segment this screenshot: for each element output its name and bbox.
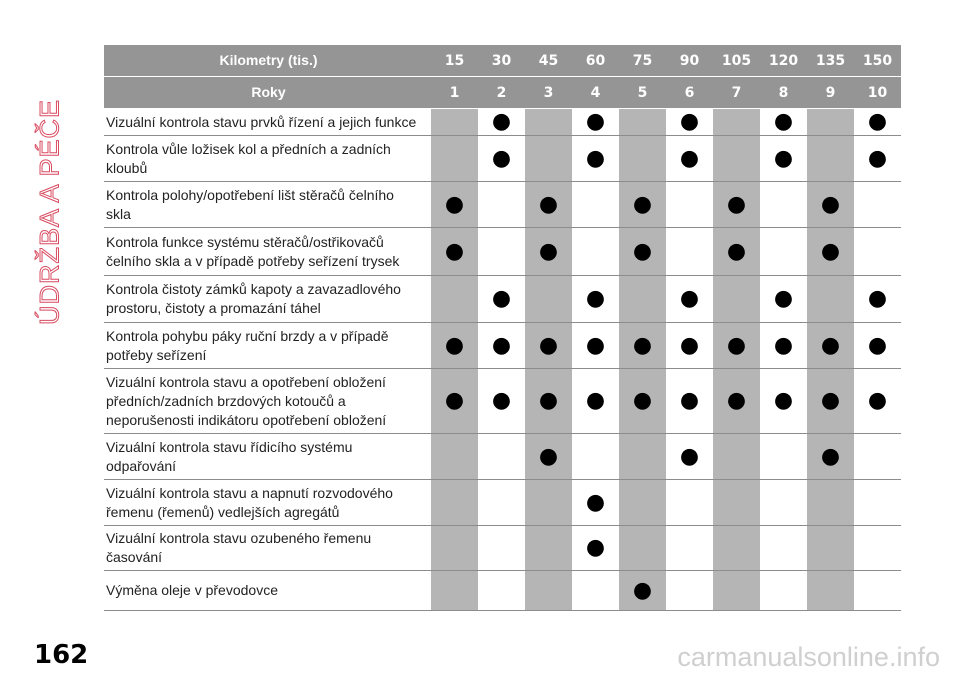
schedule-cell bbox=[525, 526, 572, 571]
task-label bbox=[104, 109, 431, 136]
year-header-cell: 7 bbox=[713, 77, 760, 109]
schedule-cell bbox=[619, 571, 666, 611]
schedule-cell bbox=[713, 434, 760, 480]
schedule-cell bbox=[478, 276, 525, 323]
service-dot-icon: ● bbox=[867, 109, 888, 134]
schedule-cell bbox=[525, 136, 572, 182]
service-dot-icon: ● bbox=[679, 332, 700, 358]
schedule-cell bbox=[713, 323, 760, 369]
service-dot-icon: ● bbox=[585, 535, 606, 560]
schedule-cell bbox=[807, 109, 854, 136]
schedule-cell bbox=[760, 228, 807, 276]
service-dot-icon: ● bbox=[820, 332, 841, 358]
schedule-cell bbox=[760, 369, 807, 434]
schedule-cell bbox=[760, 571, 807, 611]
schedule-cell bbox=[760, 276, 807, 323]
km-header-cell: 45 bbox=[525, 45, 572, 77]
table-row bbox=[104, 276, 901, 323]
service-dot-icon: ● bbox=[679, 286, 700, 311]
years-header-label: Roky bbox=[104, 77, 431, 109]
task-label-line: Vizuální kontrola stavu prvků řízení a jejich funkce bbox=[106, 113, 417, 130]
schedule-cell bbox=[807, 276, 854, 323]
service-dot-icon: ● bbox=[632, 332, 653, 358]
service-dot-icon: ● bbox=[538, 388, 559, 413]
km-header-cell: 90 bbox=[666, 45, 713, 77]
schedule-cell bbox=[619, 480, 666, 526]
schedule-cell bbox=[807, 323, 854, 369]
table-row bbox=[104, 228, 901, 276]
schedule-cell bbox=[572, 136, 619, 182]
task-label-line: Vizuální kontrola stavu a opotřebení obložení bbox=[106, 373, 386, 390]
service-dot-icon: ● bbox=[773, 145, 794, 171]
service-dot-icon: ● bbox=[867, 145, 888, 171]
service-dot-icon: ● bbox=[820, 191, 841, 217]
km-header-cell: 15 bbox=[431, 45, 478, 77]
section-title: ÚDRŽBA A PÉČE bbox=[34, 98, 65, 326]
service-dot-icon: ● bbox=[444, 332, 465, 358]
schedule-cell bbox=[431, 480, 478, 526]
schedule-cell bbox=[854, 136, 901, 182]
schedule-cell bbox=[807, 571, 854, 611]
page-number: 162 bbox=[34, 640, 89, 670]
schedule-cell bbox=[807, 434, 854, 480]
schedule-cell bbox=[807, 182, 854, 228]
service-dot-icon: ● bbox=[632, 191, 653, 217]
schedule-cell bbox=[619, 434, 666, 480]
service-dot-icon: ● bbox=[773, 286, 794, 311]
service-dot-icon: ● bbox=[679, 109, 700, 134]
schedule-cell bbox=[431, 571, 478, 611]
schedule-cell bbox=[854, 571, 901, 611]
schedule-cell bbox=[713, 480, 760, 526]
schedule-cell bbox=[619, 228, 666, 276]
service-dot-icon: ● bbox=[538, 191, 559, 217]
year-header-cell: 3 bbox=[525, 77, 572, 109]
schedule-cell bbox=[854, 276, 901, 323]
task-label-line: kloubů bbox=[106, 159, 148, 176]
schedule-cell bbox=[807, 136, 854, 182]
schedule-cell bbox=[760, 434, 807, 480]
task-label bbox=[104, 526, 431, 571]
task-label-line: Kontrola čistoty zámků kapoty a zavazadlového bbox=[106, 281, 401, 297]
service-dot-icon: ● bbox=[585, 286, 606, 311]
schedule-cell bbox=[525, 276, 572, 323]
schedule-cell bbox=[431, 182, 478, 228]
schedule-cell bbox=[478, 480, 525, 526]
schedule-cell bbox=[807, 228, 854, 276]
service-dot-icon: ● bbox=[585, 145, 606, 171]
schedule-cell bbox=[713, 526, 760, 571]
task-label bbox=[104, 276, 431, 323]
service-dot-icon: ● bbox=[679, 388, 700, 413]
task-label-line: Vizuální kontrola stavu a napnutí rozvodového bbox=[106, 484, 393, 501]
schedule-cell bbox=[854, 182, 901, 228]
service-dot-icon: ● bbox=[726, 332, 747, 358]
service-dot-icon: ● bbox=[491, 332, 512, 358]
km-header-cell: 30 bbox=[478, 45, 525, 77]
schedule-cell bbox=[854, 323, 901, 369]
km-header-cell: 135 bbox=[807, 45, 854, 77]
schedule-cell bbox=[760, 136, 807, 182]
schedule-cell bbox=[431, 434, 478, 480]
schedule-cell bbox=[572, 369, 619, 434]
schedule-cell bbox=[525, 571, 572, 611]
schedule-cell bbox=[525, 228, 572, 276]
service-dot-icon: ● bbox=[585, 388, 606, 413]
service-dot-icon: ● bbox=[679, 443, 700, 469]
schedule-cell bbox=[478, 526, 525, 571]
table-row bbox=[104, 182, 901, 228]
year-header-cell: 4 bbox=[572, 77, 619, 109]
service-dot-icon: ● bbox=[773, 109, 794, 134]
task-label-line: Vizuální kontrola stavu ozubeného řemenu bbox=[106, 530, 372, 546]
schedule-cell bbox=[666, 109, 713, 136]
schedule-cell bbox=[431, 323, 478, 369]
table-row bbox=[104, 136, 901, 182]
schedule-cell bbox=[525, 480, 572, 526]
task-label bbox=[104, 434, 431, 480]
service-dot-icon: ● bbox=[867, 332, 888, 358]
service-dot-icon: ● bbox=[820, 238, 841, 264]
task-label-line: odpařování bbox=[106, 457, 177, 474]
schedule-cell bbox=[760, 109, 807, 136]
schedule-cell bbox=[619, 276, 666, 323]
year-header-cell: 6 bbox=[666, 77, 713, 109]
service-dot-icon: ● bbox=[820, 388, 841, 413]
schedule-cell bbox=[807, 369, 854, 434]
schedule-cell bbox=[619, 182, 666, 228]
schedule-cell bbox=[760, 480, 807, 526]
schedule-cell bbox=[666, 276, 713, 323]
service-dot-icon: ● bbox=[632, 238, 653, 264]
service-dot-icon: ● bbox=[444, 191, 465, 217]
schedule-cell bbox=[713, 369, 760, 434]
table-row bbox=[104, 480, 901, 526]
schedule-cell bbox=[666, 480, 713, 526]
table-row bbox=[104, 434, 901, 480]
service-dot-icon: ● bbox=[632, 388, 653, 413]
table-row bbox=[104, 571, 901, 611]
task-label-line: Vizuální kontrola stavu řídicího systému bbox=[106, 438, 353, 455]
task-label-line: neporušenosti indikátoru opotřebení obložení bbox=[106, 411, 387, 428]
schedule-cell bbox=[572, 109, 619, 136]
year-header-cell: 1 bbox=[431, 77, 478, 109]
schedule-cell bbox=[572, 480, 619, 526]
schedule-cell bbox=[525, 109, 572, 136]
schedule-cell bbox=[807, 480, 854, 526]
service-dot-icon: ● bbox=[820, 443, 841, 469]
task-label bbox=[104, 480, 431, 526]
header-row-years bbox=[104, 77, 901, 109]
schedule-cell bbox=[713, 182, 760, 228]
schedule-cell bbox=[478, 434, 525, 480]
schedule-cell bbox=[525, 182, 572, 228]
table-row bbox=[104, 526, 901, 571]
schedule-cell bbox=[760, 526, 807, 571]
schedule-cell bbox=[431, 276, 478, 323]
task-label-line: potřeby seřízení bbox=[106, 346, 207, 363]
task-label-line: Kontrola funkce systému stěračů/ostřikovačů bbox=[106, 233, 384, 250]
task-label-line: Kontrola pohybu páky ruční brzdy a v případě bbox=[106, 327, 389, 344]
service-dot-icon: ● bbox=[679, 145, 700, 171]
schedule-cell bbox=[713, 136, 760, 182]
schedule-cell bbox=[431, 109, 478, 136]
schedule-cell bbox=[431, 526, 478, 571]
schedule-cell bbox=[572, 228, 619, 276]
km-header-cell: 120 bbox=[760, 45, 807, 77]
task-label-line: skla bbox=[106, 205, 131, 222]
schedule-cell bbox=[572, 526, 619, 571]
service-dot-icon: ● bbox=[585, 332, 606, 358]
schedule-cell bbox=[854, 228, 901, 276]
table-row bbox=[104, 109, 901, 136]
schedule-cell bbox=[760, 323, 807, 369]
km-header-label: Kilometry (tis.) bbox=[104, 45, 431, 77]
service-dot-icon: ● bbox=[726, 191, 747, 217]
schedule-cell bbox=[619, 369, 666, 434]
schedule-cell bbox=[666, 136, 713, 182]
schedule-cell bbox=[666, 228, 713, 276]
table-row bbox=[104, 323, 901, 369]
service-dot-icon: ● bbox=[491, 145, 512, 171]
year-header-cell: 5 bbox=[619, 77, 666, 109]
task-label bbox=[104, 182, 431, 228]
schedule-cell bbox=[431, 136, 478, 182]
schedule-cell bbox=[619, 323, 666, 369]
task-label-line: předních/zadních brzdových kotoučů a bbox=[106, 392, 346, 409]
schedule-cell bbox=[431, 228, 478, 276]
year-header-cell: 10 bbox=[854, 77, 901, 109]
schedule-cell bbox=[666, 182, 713, 228]
service-dot-icon: ● bbox=[444, 238, 465, 264]
schedule-cell bbox=[478, 136, 525, 182]
service-dot-icon: ● bbox=[726, 388, 747, 413]
year-header-cell: 2 bbox=[478, 77, 525, 109]
schedule-cell bbox=[431, 369, 478, 434]
maintenance-schedule-table bbox=[104, 45, 901, 611]
task-label bbox=[104, 571, 431, 611]
service-dot-icon: ● bbox=[491, 286, 512, 311]
schedule-cell bbox=[525, 323, 572, 369]
schedule-cell bbox=[666, 571, 713, 611]
schedule-cell bbox=[525, 434, 572, 480]
schedule-cell bbox=[572, 323, 619, 369]
year-header-cell: 9 bbox=[807, 77, 854, 109]
service-dot-icon: ● bbox=[867, 388, 888, 413]
schedule-cell bbox=[478, 109, 525, 136]
schedule-cell bbox=[572, 434, 619, 480]
schedule-cell bbox=[854, 434, 901, 480]
service-dot-icon: ● bbox=[538, 443, 559, 469]
service-dot-icon: ● bbox=[585, 109, 606, 134]
year-header-cell: 8 bbox=[760, 77, 807, 109]
schedule-cell bbox=[854, 369, 901, 434]
schedule-cell bbox=[854, 526, 901, 571]
service-dot-icon: ● bbox=[491, 388, 512, 413]
schedule-cell bbox=[572, 182, 619, 228]
schedule-cell bbox=[713, 276, 760, 323]
service-dot-icon: ● bbox=[538, 238, 559, 264]
schedule-cell bbox=[572, 571, 619, 611]
task-label-line: řemenu (řemenů) vedlejších agregátů bbox=[106, 503, 340, 520]
km-header-cell: 75 bbox=[619, 45, 666, 77]
service-dot-icon: ● bbox=[632, 577, 653, 603]
schedule-cell bbox=[854, 109, 901, 136]
watermark: carmanualsonline.info bbox=[677, 642, 940, 672]
km-header-cell: 60 bbox=[572, 45, 619, 77]
schedule-cell bbox=[478, 571, 525, 611]
service-dot-icon: ● bbox=[491, 109, 512, 134]
schedule-cell bbox=[619, 136, 666, 182]
schedule-cell bbox=[572, 276, 619, 323]
schedule-cell bbox=[666, 369, 713, 434]
schedule-cell bbox=[619, 526, 666, 571]
km-header-cell: 105 bbox=[713, 45, 760, 77]
schedule-cell bbox=[525, 369, 572, 434]
service-dot-icon: ● bbox=[538, 332, 559, 358]
task-label-line: časování bbox=[106, 549, 163, 565]
task-label-line: Výměna oleje v převodovce bbox=[106, 582, 278, 598]
service-dot-icon: ● bbox=[773, 332, 794, 358]
schedule-cell bbox=[854, 480, 901, 526]
service-dot-icon: ● bbox=[726, 238, 747, 264]
task-label-line: prostoru, čistoty a promazání táhel bbox=[106, 300, 321, 316]
service-dot-icon: ● bbox=[773, 388, 794, 413]
task-label bbox=[104, 369, 431, 434]
schedule-cell bbox=[807, 526, 854, 571]
km-header-cell: 150 bbox=[854, 45, 901, 77]
task-label bbox=[104, 323, 431, 369]
service-dot-icon: ● bbox=[867, 286, 888, 311]
schedule-cell bbox=[478, 182, 525, 228]
schedule-cell bbox=[760, 182, 807, 228]
schedule-cell bbox=[619, 109, 666, 136]
schedule-cell bbox=[478, 369, 525, 434]
task-label-line: Kontrola polohy/opotřebení lišt stěračů čelního bbox=[106, 186, 394, 203]
service-dot-icon: ● bbox=[585, 489, 606, 515]
schedule-cell bbox=[713, 109, 760, 136]
schedule-cell bbox=[713, 228, 760, 276]
table-row bbox=[104, 369, 901, 434]
schedule-cell bbox=[713, 571, 760, 611]
schedule-cell bbox=[666, 434, 713, 480]
task-label-line: čelního skla a v případě potřeby seřízení trysek bbox=[106, 252, 400, 269]
schedule-cell bbox=[478, 323, 525, 369]
task-label bbox=[104, 228, 431, 276]
task-label-line: Kontrola vůle ložisek kol a předních a zadních bbox=[106, 140, 391, 157]
service-dot-icon: ● bbox=[444, 388, 465, 413]
schedule-cell bbox=[666, 323, 713, 369]
header-row-km bbox=[104, 45, 901, 77]
schedule-cell bbox=[666, 526, 713, 571]
task-label bbox=[104, 136, 431, 182]
schedule-cell bbox=[478, 228, 525, 276]
